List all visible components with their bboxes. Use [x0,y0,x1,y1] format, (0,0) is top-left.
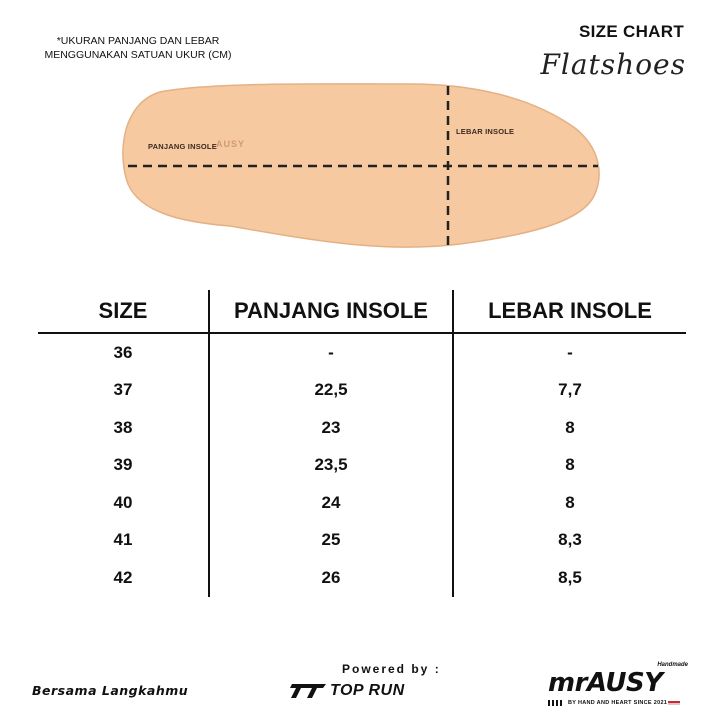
cell-width: 7,7 [453,372,686,410]
cell-length: 25 [209,522,453,560]
top-run-logo [290,680,405,702]
cell-size: 42 [113,567,133,587]
insole-brand-emboss: AUSY [216,139,246,149]
cell-size: 40 [113,492,133,512]
mrausy-tagline: BY HAND AND HEART SINCE 2021 [568,700,668,706]
cell-size: 38 [113,417,133,437]
insole-illustration [0,0,726,270]
table-header-row [38,290,686,333]
cell-size: 39 [113,455,133,475]
mrausy-wordmark: mrAUSY [548,668,663,698]
mrausy-logo [548,662,698,710]
tagline: Bersama Langkahmu [32,683,189,698]
cell-width: 8,3 [453,522,686,560]
cell-size: 37 [113,380,133,400]
top-run-text: TOP RUN [330,682,405,699]
note-line-2: MENGGUNAKAN SATUAN UKUR (CM) [44,49,232,61]
cell-length: 22,5 [209,372,453,410]
header-width: LEBAR INSOLE [453,290,686,333]
cell-width: 8 [453,447,686,485]
cell-size: 36 [113,342,133,362]
cell-length: 24 [209,484,453,522]
note-line-1: *UKURAN PANJANG DAN LEBAR [56,35,220,47]
cell-width: 8 [453,409,686,447]
table-row [38,333,686,372]
cell-length: 26 [209,559,453,597]
length-label: PANJANG INSOLE [148,142,217,151]
mrausy-bars-decoration [548,700,564,706]
top-run-mark-icon [290,682,328,700]
table-row [38,372,686,410]
table-row [38,409,686,447]
header-length: PANJANG INSOLE [209,290,453,333]
cell-length: - [209,333,453,372]
page-title: SIZE CHART [579,22,684,41]
table-row [38,559,686,597]
cell-width: - [453,333,686,372]
flag-icon [668,701,680,705]
table-row [38,522,686,560]
powered-by-label: Powered by : [342,662,441,676]
table-row [38,447,686,485]
page-subtitle: Flatshoes [540,48,686,81]
cell-length: 23,5 [209,447,453,485]
mrausy-handmade: Handmade [657,662,688,668]
width-label: LEBAR INSOLE [456,127,515,136]
cell-length: 23 [209,409,453,447]
cell-size: 41 [113,530,133,550]
table-row [38,484,686,522]
header-size: SIZE [38,290,209,333]
cell-width: 8 [453,484,686,522]
cell-width: 8,5 [453,559,686,597]
size-table [38,290,686,597]
